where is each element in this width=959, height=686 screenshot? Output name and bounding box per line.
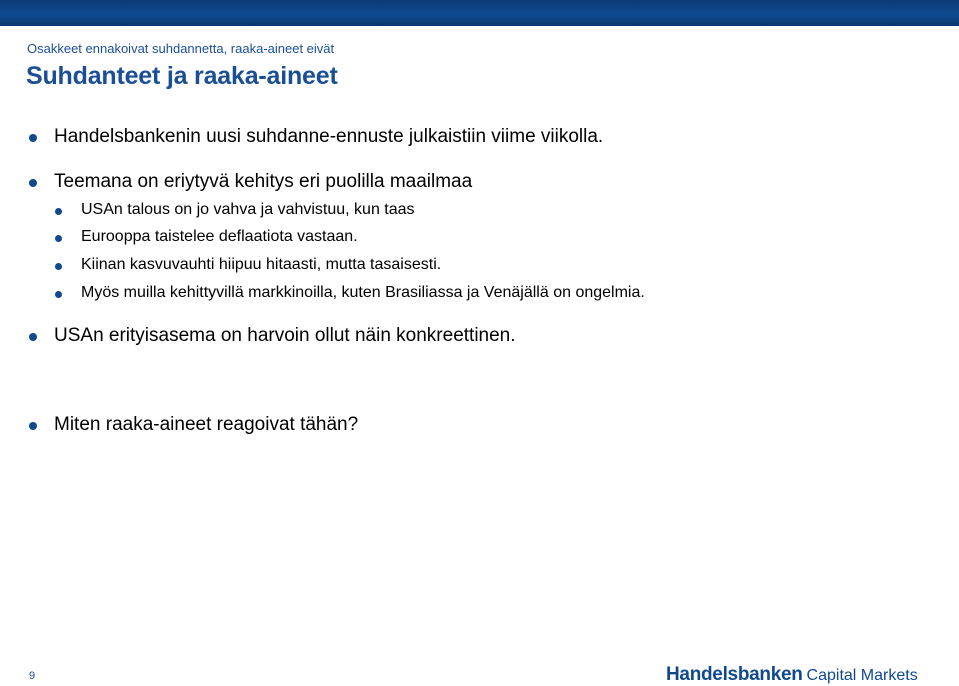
bullet-text: Miten raaka-aineet reagoivat tähän? [54, 414, 359, 435]
brand-name: Handelsbanken [666, 664, 803, 685]
sub-bullet-item [81, 228, 358, 246]
page-number: 9 [29, 670, 36, 682]
sub-bullet-text: Myös muilla kehittyvillä markkinoilla, kuten Brasiliassa ja Venäjällä on ongelmia. [81, 284, 645, 301]
sub-bullet-item [81, 201, 415, 219]
sub-bullet-item [81, 284, 645, 302]
sub-bullet-text: Eurooppa taistelee deflaatiota vastaan. [81, 228, 358, 245]
bullet-text: Handelsbankenin uusi suhdanne-ennuste julkaistiin viime viikolla. [54, 126, 604, 147]
bullet-dot-icon [55, 235, 62, 242]
bullet-text: USAn erityisasema on harvoin ollut näin konkreettinen. [54, 325, 516, 346]
bullet-dot-icon [55, 263, 62, 270]
sub-bullet-item [81, 256, 441, 274]
sub-bullet-text: USAn talous on jo vahva ja vahvistuu, kun taas [81, 201, 415, 218]
bullet-item [54, 414, 358, 436]
bullet-item [54, 325, 516, 347]
bullet-item [54, 126, 603, 148]
bullet-dot-icon [29, 333, 37, 341]
slide-subtitle: Osakkeet ennakoivat suhdannetta, raaka-aineet eivät [27, 41, 335, 56]
bullet-dot-icon [55, 208, 62, 215]
brand-suffix: Capital Markets [806, 667, 918, 684]
bullet-dot-icon [29, 422, 37, 430]
bullet-dot-icon [29, 179, 37, 187]
brand-logo [666, 664, 918, 686]
bullet-dot-icon [55, 291, 62, 298]
bullet-text: Teemana on eriytyvä kehitys eri puolilla maailmaa [54, 171, 473, 192]
sub-bullet-text: Kiinan kasvuvauhti hiipuu hitaasti, mutta tasaisesti. [81, 256, 442, 273]
bullet-dot-icon [29, 134, 37, 142]
slide-title: Suhdanteet ja raaka-aineet [26, 62, 338, 90]
top-header-bar [0, 0, 959, 26]
bullet-item [54, 171, 472, 193]
